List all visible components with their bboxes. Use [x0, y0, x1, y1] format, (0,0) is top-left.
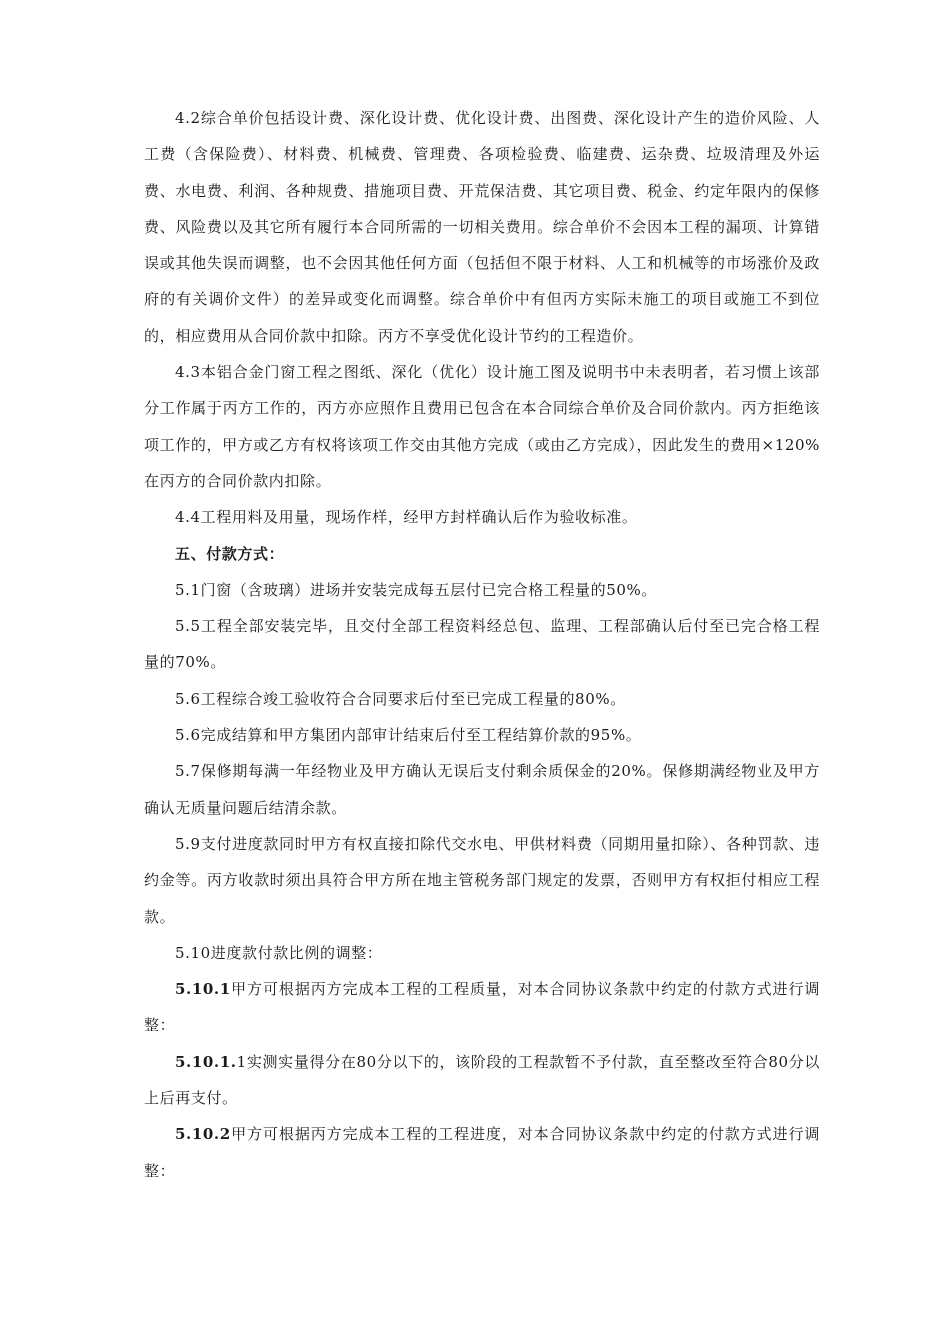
clause-5-10-2 [144, 1116, 820, 1189]
clause-4-3: 4.3本铝合金门窗工程之图纸、深化（优化）设计施工图及说明书中未表明者，若习惯上该部分工作属于丙方工作的，丙方亦应照作且费用已包含在本合同综合单价及合同价款内。丙方拒绝该项工作的，甲方或乙方有权将该项工作交由其他方完成（或由乙方完成），因此发生的费用×120%在丙方的合同价款内扣除。 [144, 363, 820, 490]
clause-5-5: 5.5工程全部安装完毕，且交付全部工程资料经总包、监理、工程部确认后付至已完合格工程量的70%。 [144, 617, 820, 672]
clause-5-10-1-1 [144, 1044, 820, 1117]
clause-5-9: 5.9支付进度款同时甲方有权直接扣除代交水电、甲供材料费（同期用量扣除）、各种罚款、违约金等。丙方收款时须出具符合甲方所在地主管税务部门规定的发票，否则甲方有权拒付相应工程款。 [144, 834, 820, 926]
clause-5-10-1-1-text: 实测实量得分在80分以下的，该阶段的工程款暂不予付款，直至整改至符合80分以上后再支付。 [144, 1052, 820, 1108]
clause-5-10-2-number: 5.10.2 [175, 1125, 231, 1144]
clause-4-2: 4.2综合单价包括设计费、深化设计费、优化设计费、出图费、深化设计产生的造价风险、人工费（含保险费）、材料费、机械费、管理费、各项检验费、临建费、运杂费、垃圾清理及外运费、水电费、利润、各种规费、措施项目费、开荒保洁费、其它项目费、税金、约定年限内的保修费、风险费以及其它所有履行本合同所需的一切相关费用。综合单价不会因本工程的漏项、计算错误或其他失误而调整，也不会因其他任何方面（包括但不限于材料、人工和机械等的市场涨价及政府的有关调价文件）的差异或变化而调整。综合单价中有但丙方实际未施工的项目或施工不到位的，相应费用从合同价款中扣除。丙方不享受优化设计节约的工程造价。 [144, 109, 820, 345]
clause-5-10-2-text: 甲方可根据丙方完成本工程的工程进度，对本合同协议条款中约定的付款方式进行调整： [144, 1125, 820, 1180]
clause-5-6-a: 5.6工程综合竣工验收符合合同要求后付至已完成工程量的80%。 [175, 689, 626, 708]
clause-5-10-1-1-number-tail: 1 [236, 1052, 247, 1071]
section-5-heading: 五、付款方式： [175, 544, 285, 563]
clause-5-10-1-text: 甲方可根据丙方完成本工程的工程质量，对本合同协议条款中约定的付款方式进行调整： [144, 980, 820, 1035]
clause-5-10-1 [144, 971, 820, 1044]
clause-5-10-1-number: 5.10.1 [175, 980, 231, 999]
clause-4-4: 4.4工程用料及用量，现场作样，经甲方封样确认后作为验收标准。 [175, 508, 638, 527]
document-body [144, 100, 820, 1189]
clause-5-10-1-1-number: 5.10.1. [175, 1052, 237, 1071]
clause-5-6-b: 5.6完成结算和甲方集团内部审计结束后付至工程结算价款的95%。 [175, 726, 642, 745]
clause-5-1: 5.1门窗（含玻璃）进场并安装完成每五层付已完合格工程量的50%。 [175, 580, 657, 599]
clause-5-10: 5.10进度款付款比例的调整： [175, 943, 383, 962]
clause-5-7: 5.7保修期每满一年经物业及甲方确认无误后支付剩余质保金的20%。保修期满经物业及甲方确认无质量问题后结清余款。 [144, 762, 820, 817]
